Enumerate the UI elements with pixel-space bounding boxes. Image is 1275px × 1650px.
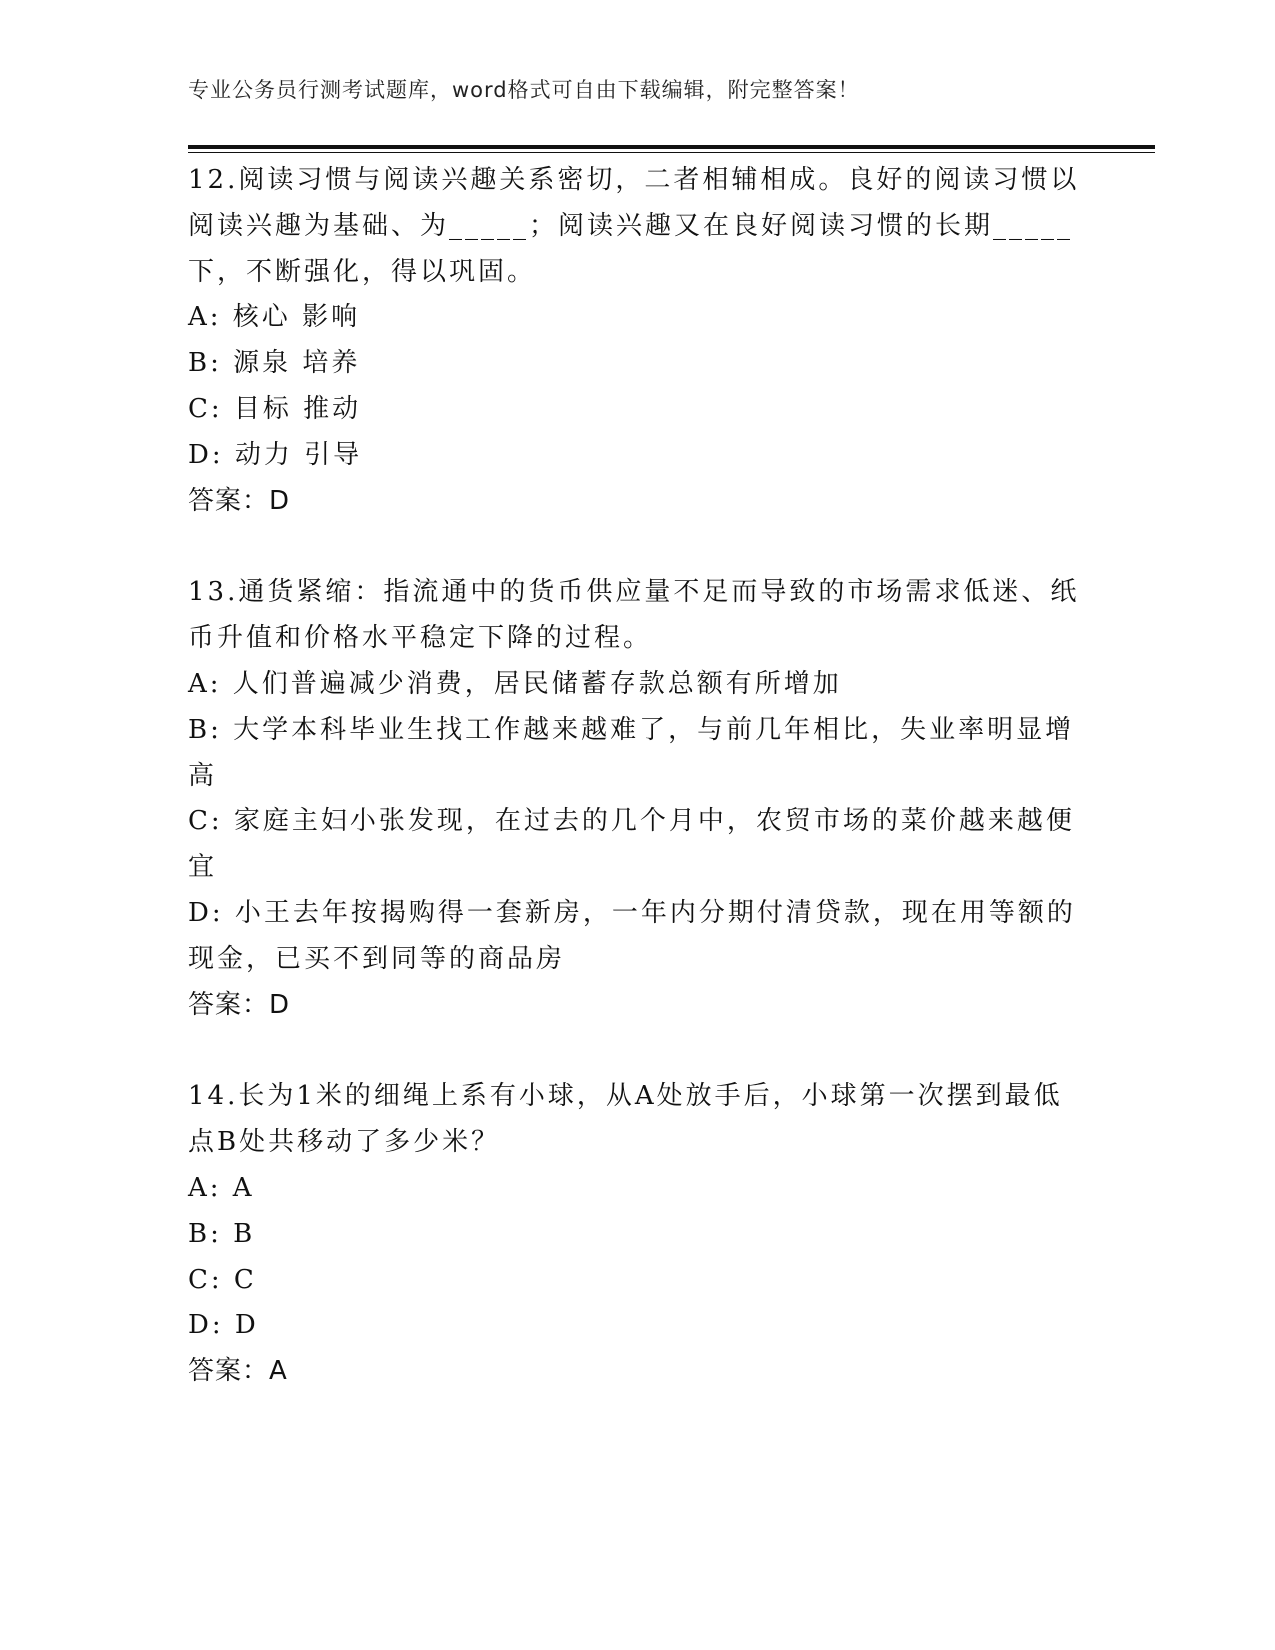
question-14: [188, 1074, 1088, 1395]
option-c: C: C: [188, 1264, 257, 1295]
option-b: B: B: [188, 1218, 256, 1249]
option-a: A: A: [188, 1172, 255, 1203]
question-stem-line: 12.阅读习惯与阅读兴趣关系密切，二者相辅相成。良好的阅读习惯以: [188, 165, 1080, 195]
answer: 答案：D: [188, 989, 291, 1020]
option-d: D: 小王去年按揭购得一套新房，一年内分期付清贷款，现在用等额的 现金，已买不到同等的商品房: [188, 897, 1076, 974]
question-12: [188, 158, 1088, 524]
option-a: A: 人们普遍减少消费，居民储蓄存款总额有所增加: [188, 668, 842, 699]
question-stem-line: 13.通货紧缩：指流通中的货币供应量不足而导致的市场需求低迷、纸: [188, 577, 1080, 608]
questions-container: [188, 158, 1088, 1395]
header-rule-thick: [188, 145, 1155, 149]
question-stem-line: 下，不断强化，得以巩固。: [188, 256, 537, 287]
option-d: D: 动力 引导: [188, 439, 363, 470]
option-b: B: 源泉 培养: [188, 348, 361, 379]
question-stem-line: 阅读兴趣为基础、为_____；阅读兴趣又在良好阅读习惯的长期_____: [188, 210, 1074, 241]
option-d: D: D: [188, 1310, 259, 1341]
answer: 答案：D: [188, 485, 291, 516]
option-c: C: 目标 推动: [188, 393, 362, 424]
page-header: 专业公务员行测考试题库，word格式可自由下载编辑，附完整答案！: [188, 78, 860, 102]
option-c: C: 家庭主妇小张发现，在过去的几个月中，农贸市场的菜价越来越便 宜: [188, 806, 1075, 883]
question-stem-line: 14.长为1米的细绳上系有小球，从A处放手后，小球第一次摆到最低: [188, 1081, 1063, 1112]
option-b: B: 大学本科毕业生找工作越来越难了，与前几年相比，失业率明显增 高: [188, 714, 1075, 791]
answer: 答案：A: [188, 1356, 288, 1387]
question-stem-line: 币升值和价格水平稳定下降的过程。: [188, 623, 653, 654]
question-stem-line: 点B处共移动了多少米？: [188, 1127, 501, 1158]
option-a: A: 核心 影响: [188, 302, 361, 333]
header-rule-thin: [188, 152, 1155, 153]
question-13: [188, 570, 1088, 1028]
